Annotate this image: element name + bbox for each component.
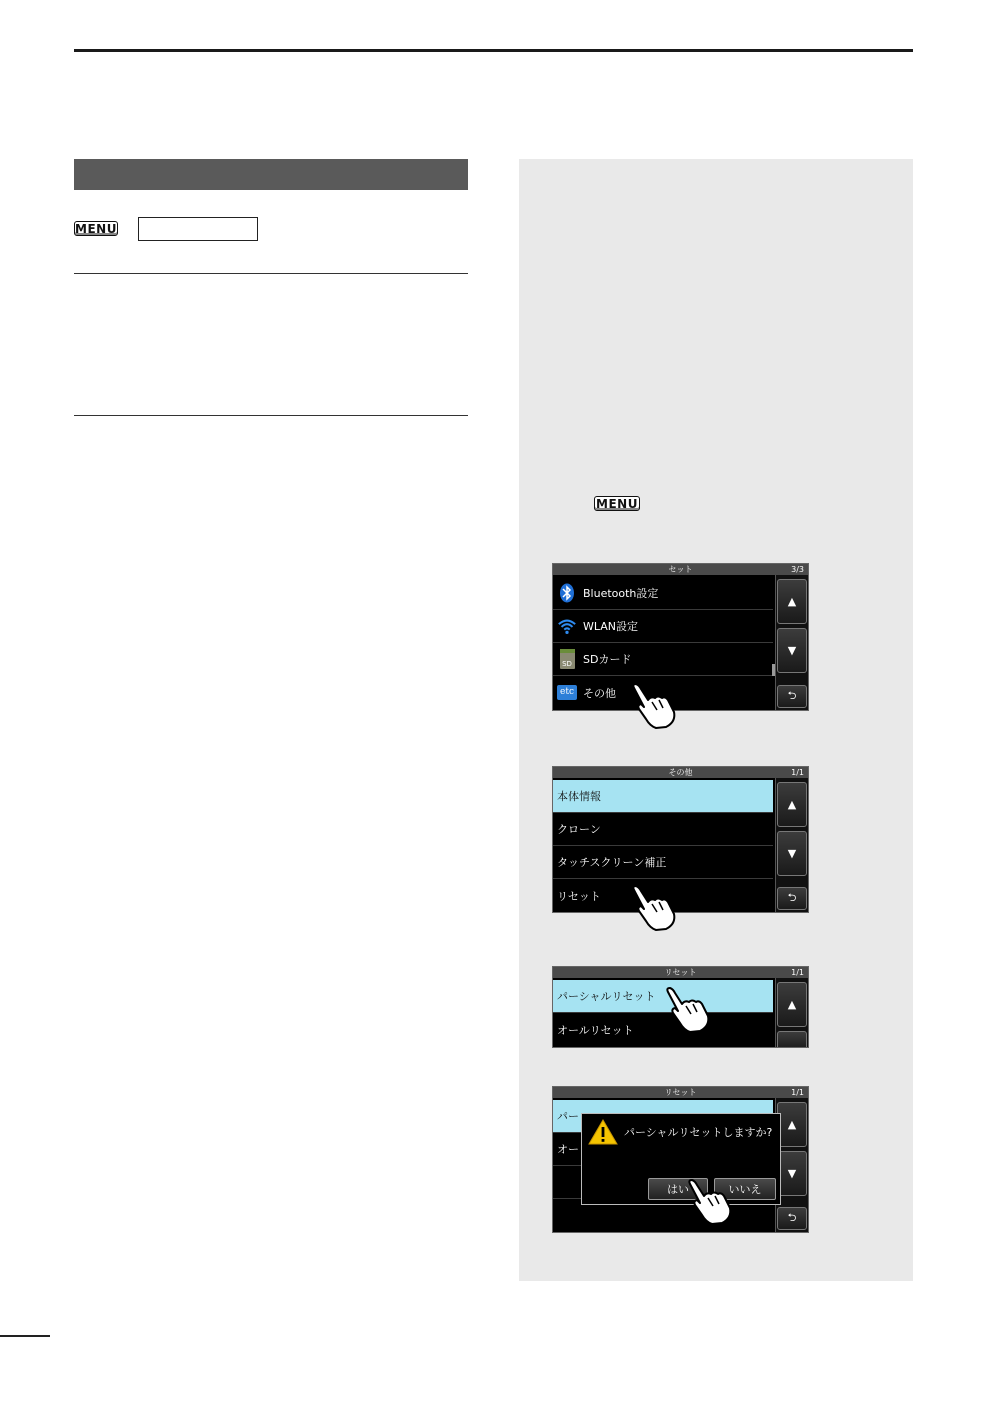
no-button[interactable]: いいえ <box>714 1178 776 1200</box>
warning-icon <box>588 1119 618 1149</box>
menu-key-icon: MENU <box>594 496 640 511</box>
tap-hand-icon <box>686 1178 736 1226</box>
yes-button[interactable]: はい <box>648 1178 708 1200</box>
menu-item-label: クローン <box>557 823 601 836</box>
section-heading-bar <box>74 159 468 190</box>
etc-icon-text: etc <box>557 685 577 700</box>
menu-item-partial-reset[interactable] <box>553 980 773 1013</box>
menu-item-label: タッチスクリーン補正 <box>557 856 667 869</box>
menu-item-wlan[interactable] <box>553 610 773 643</box>
menu-item-touch-calibration[interactable] <box>553 846 773 879</box>
page-indicator: 1/1 <box>791 968 804 977</box>
scroll-down-button[interactable] <box>777 1031 807 1048</box>
screen-other-menu <box>552 766 809 913</box>
top-rule <box>74 49 913 52</box>
back-button[interactable]: ⮌ <box>777 685 807 708</box>
menu-item-label: Bluetooth設定 <box>583 587 659 600</box>
wifi-icon <box>557 616 577 636</box>
scroll-up-button[interactable]: ▲ <box>777 1102 807 1147</box>
sd-card-icon <box>557 649 577 669</box>
menu-path-box <box>138 217 258 241</box>
sd-icon-text: SD <box>562 660 572 668</box>
menu-item-label: 本体情報 <box>557 790 601 803</box>
menu-item-label: リセット <box>557 889 601 903</box>
tap-hand-icon <box>630 682 680 730</box>
menu-item-unit-info[interactable] <box>553 780 773 813</box>
menu-item-label: オー <box>557 1143 579 1156</box>
screen-title: リセット <box>553 1087 808 1098</box>
menu-item-clone[interactable] <box>553 813 773 846</box>
menu-key-icon: MENU <box>75 221 117 236</box>
scroll-up-button[interactable]: ▲ <box>777 579 807 624</box>
menu-item-label: SDカード <box>583 653 632 666</box>
tap-hand-icon <box>664 986 714 1034</box>
screen-title: リセット <box>553 967 808 978</box>
menu-item-sd-card[interactable] <box>553 643 773 676</box>
menu-item-label: パー <box>557 1110 579 1123</box>
scroll-down-button[interactable]: ▼ <box>777 831 807 876</box>
menu-item-label: WLAN設定 <box>583 620 639 633</box>
scroll-up-button[interactable]: ▲ <box>777 982 807 1027</box>
page-indicator: 3/3 <box>791 565 804 574</box>
menu-item-label: その他 <box>583 686 616 700</box>
menu-item-label: オールリセット <box>557 1023 634 1037</box>
back-button[interactable]: ⮌ <box>777 887 807 910</box>
confirm-dialog <box>581 1113 781 1205</box>
dialog-message: パーシャルリセットしますか? <box>624 1126 773 1139</box>
menu-item-bluetooth[interactable] <box>553 577 773 610</box>
page-indicator: 1/1 <box>791 768 804 777</box>
screen-reset-confirm <box>552 1086 809 1233</box>
scroll-down-button[interactable]: ▼ <box>777 1151 807 1196</box>
menu-item-label: パーシャルリセット <box>557 990 656 1003</box>
scroll-up-button[interactable]: ▲ <box>777 782 807 827</box>
page-number-rule <box>0 1335 50 1337</box>
etc-icon <box>557 683 577 703</box>
screen-title: その他 <box>553 767 808 778</box>
scroll-down-button[interactable]: ▼ <box>777 628 807 673</box>
divider-2 <box>74 415 468 416</box>
bluetooth-icon <box>557 583 577 603</box>
screen-set-menu <box>552 563 809 711</box>
tap-hand-icon <box>630 884 680 932</box>
menu-item-all-reset[interactable] <box>553 1013 773 1046</box>
screen-title: セット <box>553 564 808 575</box>
page-indicator: 1/1 <box>791 1088 804 1097</box>
back-button[interactable]: ⮌ <box>777 1207 807 1230</box>
divider-1 <box>74 273 468 274</box>
